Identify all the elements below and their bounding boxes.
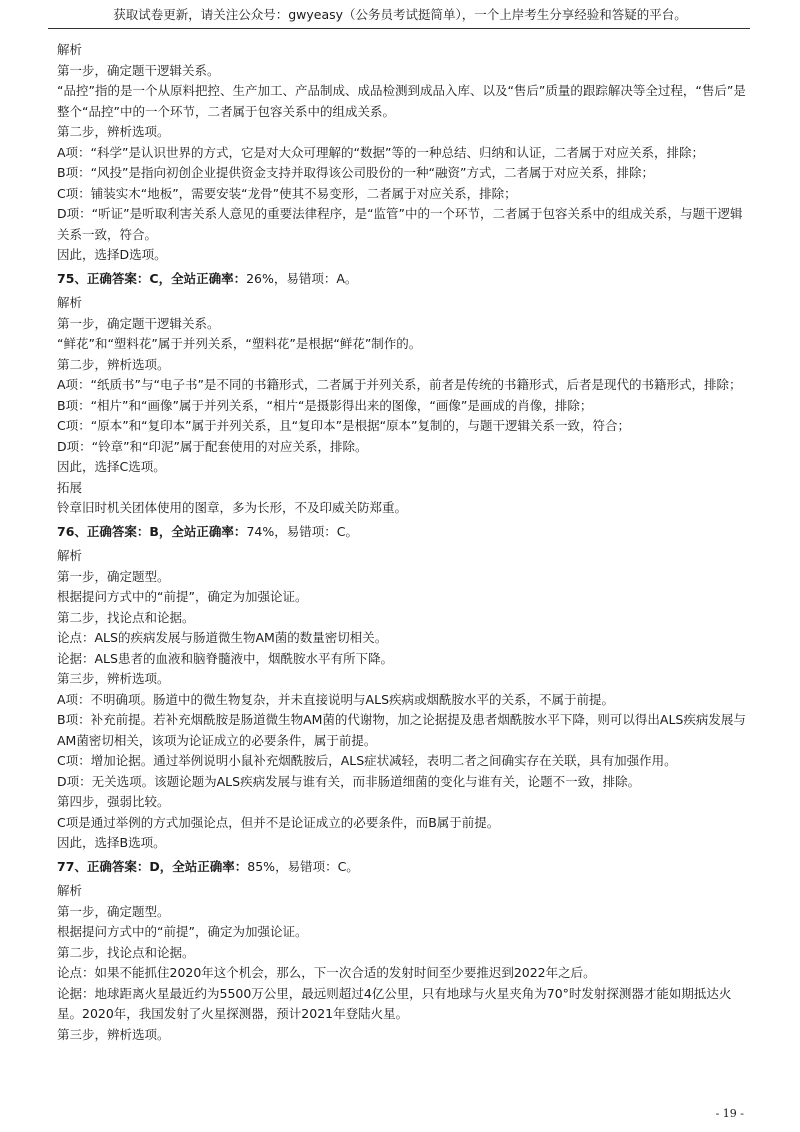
- q75-answer-bold: 75、正确答案：C，全站正确率：: [57, 270, 247, 286]
- q75-section: [57, 269, 747, 519]
- q74-line: D项：“听证”是听取利害关系人意见的重要法律程序，是“监管”中的一个环节，二者属于包容关系中的组成关系，与题干逻辑关系一致，符合。: [57, 206, 743, 242]
- q75-line: 第二步，辨析选项。: [57, 356, 170, 372]
- q76-line: C项是通过举例的方式加强论点，但并不是论证成立的必要条件，而B属于前提。: [57, 814, 500, 830]
- q76-line: 论点：ALS的疾病发展与肠道微生物AM菌的数量密切相关。: [57, 630, 388, 645]
- q77-line: 第一步，确定题型。: [57, 903, 170, 919]
- q74-line: 因此，选择D选项。: [57, 247, 167, 262]
- page-header-notice: 获取试卷更新，请关注公众号：gwyeasy（公务员考试挺简单），一个上岸考生分享经验和答疑的平台。: [113, 7, 687, 22]
- header-divider: [48, 28, 750, 29]
- q74-line: “品控”指的是一个从原料把控、生产加工、产品制成、成品检测到成品入库、以及“售后”质量的跟踪解决等全过程，“售后”是整个“品控”中的一个环节，二者属于包容关系中的组成关系。: [57, 83, 746, 119]
- q75-line: B项：“相片”和“画像”属于并列关系，“相片“是摄影得出来的图像，“画像”是画成的肖像，排除；: [57, 397, 593, 413]
- q76-line: D项：无关选项。该题论题为ALS疾病发展与谁有关，而非肠道细菌的变化与谁有关，论题不一致，排除。: [57, 773, 641, 789]
- q74-section: [57, 40, 747, 266]
- q77-line: 根据提问方式中的“前提”，确定为加强论证。: [57, 924, 308, 939]
- document-body: [57, 40, 747, 1045]
- q76-line: 根据提问方式中的“前提”，确定为加强论证。: [57, 589, 308, 604]
- q75-line: “鲜花”和“塑料花”属于并列关系，“塑料花”是根据“鲜花”制作的。: [57, 336, 422, 351]
- q76-line: C项：增加论据。通过举例说明小鼠补充烟酰胺后，ALS症状减轻，表明二者之间确实存在关联，具有加强作用。: [57, 753, 677, 768]
- q76-line: 第二步，找论点和论据。: [57, 609, 195, 625]
- q76-analysis-label: 解析: [57, 548, 83, 563]
- q77-line: 论据：地球距离火星最近约为5500万公里，最远则超过4亿公里，只有地球与火星夹角为70°时发射探测器才能如期抵达火星。2020年，我国发射了火星探测器，预计2021年登陆火星。: [57, 985, 732, 1021]
- q76-line: B项：补充前提。若补充烟酰胺是肠道微生物AM菌的代谢物，加之论据提及患者烟酰胺水平下降，则可以得出ALS疾病发展与AM菌密切相关，该项为论证成立的必要条件，属于前提。: [57, 712, 746, 748]
- q75-line: C项：“原本”和“复印本”属于并列关系，且“复印本”是根据“原本”复制的，与题干逻辑关系一致，符合；: [57, 418, 631, 433]
- q76-answer-heading: [57, 522, 747, 543]
- q75-line: 因此，选择C选项。: [57, 459, 166, 474]
- q75-analysis-label: 解析: [57, 295, 83, 310]
- q77-line: 第三步，辨析选项。: [57, 1026, 170, 1042]
- q76-line: 第四步，强弱比较。: [57, 794, 170, 809]
- q75-line: A项：“纸质书”与“电子书”是不同的书籍形式，二者属于并列关系，前者是传统的书籍形式，后者是现代的书籍形式，排除；: [57, 377, 742, 392]
- q75-line: 第一步，确定题干逻辑关系。: [57, 315, 220, 331]
- q75-expand-label: 拓展: [57, 479, 83, 495]
- q74-analysis-label: 解析: [57, 42, 83, 57]
- q75-answer-rest: 26%，易错项：A。: [246, 270, 358, 286]
- q76-answer-bold: 76、正确答案：B，全站正确率：: [57, 523, 247, 539]
- q74-line: 第一步，确定题干逻辑关系。: [57, 62, 220, 78]
- q75-line: D项：“铃章”和“印泥”属于配套使用的对应关系，排除。: [57, 438, 368, 454]
- q74-line: C项：铺装实木“地板”，需要安装“龙骨”使其不易变形，二者属于对应关系，排除；: [57, 185, 517, 201]
- q76-section: [57, 522, 747, 854]
- q76-line: 第三步，辨析选项。: [57, 671, 170, 686]
- q74-line: 第二步，辨析选项。: [57, 124, 170, 139]
- q77-answer-bold: 77、正确答案：D，全站正确率：: [57, 858, 248, 874]
- q76-line: A项：不明确项。肠道中的微生物复杂，并未直接说明与ALS疾病或烟酰胺水平的关系，不属于前提。: [57, 691, 615, 707]
- q77-line: 第二步，找论点和论据。: [57, 944, 195, 960]
- q76-line: 第一步，确定题型。: [57, 568, 170, 584]
- q76-line: 论据：ALS患者的血液和脑脊髓液中，烟酰胺水平有所下降。: [57, 650, 393, 666]
- q75-expand-text: 铃章旧时机关团体使用的图章，多为长形，不及印威关防郑重。: [57, 500, 408, 515]
- page-number: - 19 -: [715, 1107, 744, 1120]
- q76-line: 因此，选择B选项。: [57, 835, 166, 850]
- q77-line: 论点：如果不能抓住2020年这个机会，那么，下一次合适的发射时间至少要推迟到2022年之后。: [57, 965, 596, 980]
- q76-answer-rest: 74%，易错项：C。: [246, 523, 358, 539]
- q77-answer-rest: 85%，易错项：C。: [247, 858, 359, 874]
- q77-section: [57, 857, 747, 1046]
- q74-line: A项：“科学”是认识世界的方式，它是对大众可理解的“数据”等的一种总结、归纳和认证，二者属于对应关系，排除；: [57, 144, 704, 160]
- q75-answer-heading: [57, 269, 747, 290]
- q77-answer-heading: [57, 857, 747, 878]
- q77-analysis-label: 解析: [57, 883, 83, 898]
- q74-line: B项：“风投”是指向初创企业提供资金支持并取得该公司股份的一种“融资”方式，二者属于对应关系，排除；: [57, 165, 654, 180]
